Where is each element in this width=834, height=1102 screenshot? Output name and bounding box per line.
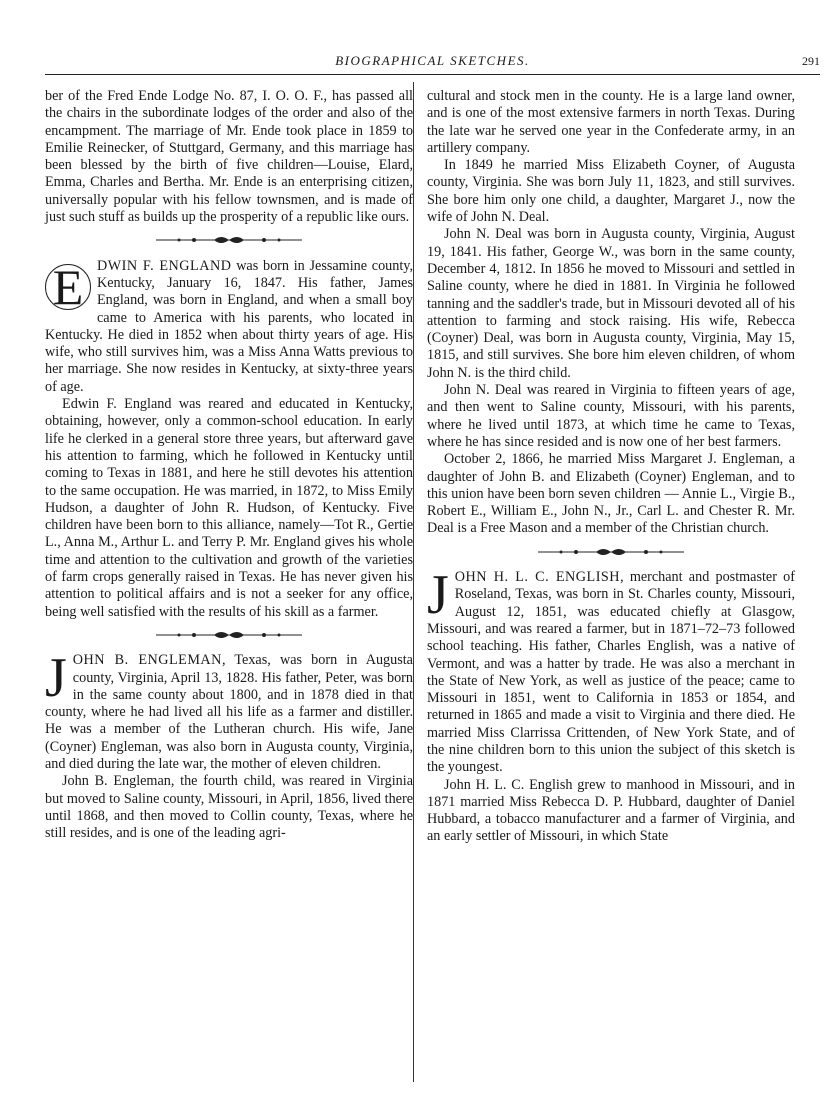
ornamental-divider <box>427 546 795 563</box>
paragraph: ber of the Fred Ende Lodge No. 87, I. O. O. F., has passed all the chairs in the subordinate lodges of the order and also of the encampment. The marriage of Mr. Ende took place in 1859 to Emilie Reinecker, of Stuttgard, Germany, and this marriage has been blessed by the birth of five children—Louise, Elard, Emma, Charles and Bertha. Mr. Ende is an enterprising citizen, universally popular with his fellow townsmen, and is made of just such stuff as builds up the prosperity of a republic like ours. <box>45 88 413 226</box>
paragraph: cultural and stock men in the county. He is a large land owner, and is one of the most extensive farmers in north Texas. During the late war he served one year in the Confederate army, in an artillery company. <box>427 88 795 156</box>
sketch-name: OHN H. L. C. ENGLISH <box>454 569 621 586</box>
page-header <box>45 50 820 75</box>
sketch-name: OHN B. ENGLEMAN <box>72 652 222 669</box>
paragraph: John H. L. C. English grew to manhood in Missouri, and in 1871 married Miss Rebecca D. P. Hubbard, daughter of Daniel Hubbard, a tobacco manufacturer and a farmer of Virginia, and an early settler of Missouri, in which State <box>427 776 795 845</box>
page-number: 291 <box>802 54 820 68</box>
paragraph: In 1849 he married Miss Elizabeth Coyner, of Augusta county, Virginia. She was born July 11, 1823, and still survives. She bore him only one child, a daughter, Margaret J., now the wife of John N. Deal. <box>427 157 795 226</box>
paragraph: John N. Deal was reared in Virginia to fifteen years of age, and then went to Saline county, Missouri, with his parents, where he lived until 1873, at which time he came to Texas, where he has since resided and is now one of her best farmers. <box>427 382 795 450</box>
right-column <box>427 88 795 846</box>
paragraph: John B. Engleman, the fourth child, was reared in Virginia but moved to Saline county, Missouri, in April, 1856, lived there until 1868, and then moved to Collin county, Texas, where he still resides, and is one of the leading agri- <box>45 773 413 842</box>
left-column <box>45 88 413 842</box>
drop-cap: J <box>45 647 67 710</box>
running-title: BIOGRAPHICAL SKETCHES. <box>335 53 530 68</box>
sketch-text: was born in Jessamine county, Kentucky, January 16, 1847. His father, James England, was born in England, and when a small boy came to America with his parents, who located in Kentucky. He died in 1852 when about thirty years of age. His wife, who still survives him, was a Miss Anna Watts previous to her marriage. She now resides in Kentucky, at sixty-three years of age. <box>45 257 414 395</box>
england-sketch <box>45 258 413 396</box>
ornamental-divider <box>45 629 413 646</box>
sketch-text: , merchant and postmaster of Roseland, Texas, was born in St. Charles county, Missouri, August 12, 1851, was educated chiefly at Glasgow, Missouri, and was reared a farmer, but in 1871–72–73 followed school teaching. His father, Charles English, was a native of Vermont, and was a hatter by trade. He was also a merchant in the State of New York, as well as justice of the peace; came to Missouri in 1851, went to California in 1853 or 1854, and returned in 1865 and made a visit to Virginia and there died. He married Miss Clarrissa Crittenden, of New York State, and of the nine children born to this union the subject of this sketch is the youngest. <box>427 569 795 776</box>
drop-cap: E <box>45 264 91 310</box>
paragraph: John N. Deal was born in Augusta county, Virginia, August 19, 1841. His father, George W., was born in the same county, December 4, 1812. In 1856 he moved to Missouri and settled in Saline county, where he died in 1881. In Virginia he followed tanning and the saddler's trade, but in Missouri devoted all of his attention to farming and stock raising. His wife, Rebecca (Coyner) Deal, was born in Augusta county, Virginia, May 15, 1815, and still survives. She bore him eleven children, of whom John N. is the third child. <box>427 226 795 381</box>
sketch-text: , Texas, was born in Augusta county, Virginia, April 13, 1828. His father, Peter, was born in the same county about 1800, and in 1878 died in that county, where he had lived all his life as a farmer and distiller. He was a member of the Lutheran church. His wife, Jane (Coyner) Engleman, was also born in Augusta county, Virginia, and died during the late war, the mother of eleven children. <box>45 652 413 772</box>
engleman-sketch <box>45 647 413 773</box>
english-sketch <box>427 564 795 777</box>
paragraph: Edwin F. England was reared and educated in Kentucky, obtaining, however, only a common-school education. In early life he clerked in a general store three years, but afterward gave his attention to farming, which he followed in Kentucky until coming to Texas in 1881, and here he still devotes his attention to the same occupation. He was married, in 1872, to Miss Emily Hudson, a daughter of John R. Hudson, of Kentucky. Five children have been born to this alliance, namely—Tot R., Gertie L., Anna M., Arthur L. and Terry P. Mr. England gives his whole time and attention to the cultivation and growth of the varieties of farm crops generally raised in Texas. He has never given his attention to political affairs and is not a seeker for any office, being well satisfied with the results of his skill as a farmer. <box>45 396 413 620</box>
sketch-name: DWIN F. ENGLAND <box>97 257 232 274</box>
drop-cap: J <box>427 564 449 627</box>
paragraph: October 2, 1866, he married Miss Margaret J. Engleman, a daughter of John B. and Elizabeth (Coyner) Engleman, and to this union have been born seven children — Annie L., Virgie B., Robert E., William E., John N., Jr., Carl L. and Chester R. Mr. Deal is a Free Mason and a member of the Christian church. <box>427 451 795 537</box>
ornamental-divider <box>45 234 413 251</box>
column-rule <box>413 82 414 1082</box>
